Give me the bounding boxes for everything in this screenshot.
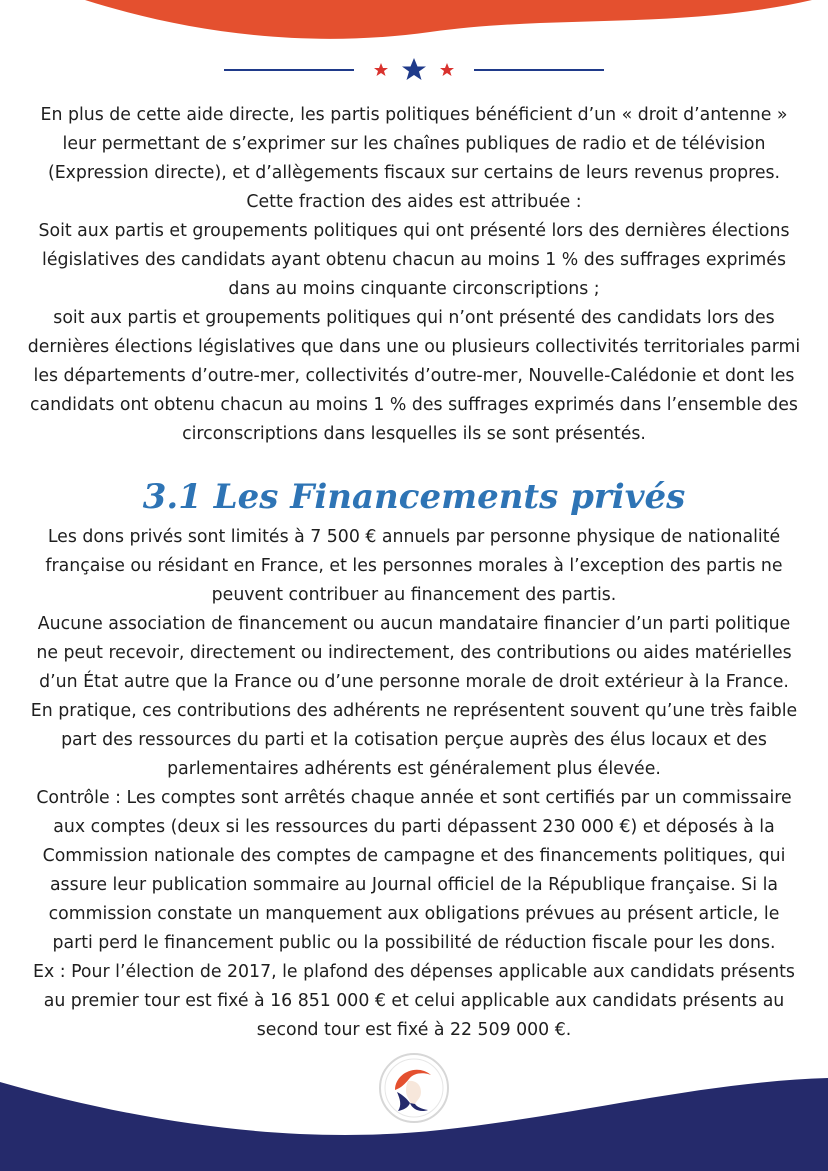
divider-rule-right: [474, 69, 604, 71]
text-line: au premier tour est fixé à 16 851 000 € et celui applicable aux candidats présents au: [43, 991, 785, 1011]
blue-star-icon: [402, 58, 426, 80]
text-line: Ex : Pour l’élection de 2017, le plafond des dépenses applicable aux candidats présents: [33, 962, 795, 982]
text-line: second tour est fixé à 22 509 000 €.: [256, 1020, 572, 1040]
text-line: assure leur publication sommaire au Journal officiel de la République française. Si la: [49, 875, 779, 895]
section-heading: 3.1 Les Financements privés: [142, 477, 686, 517]
text-line: commission constate un manquement aux obligations prévues au présent article, le: [48, 904, 780, 924]
small-red-star-icon: [440, 63, 454, 76]
intro-paragraph: [0, 101, 828, 449]
text-line: d’un État autre que la France ou d’une personne morale de droit extérieur à la France.: [39, 672, 789, 692]
text-line: Contrôle : Les comptes sont arrêtés chaque année et sont certifiés par un commissaire: [36, 788, 792, 808]
text-line: Cette fraction des aides est attribuée :: [246, 192, 582, 212]
text-line: Soit aux partis et groupements politiques qui ont présenté lors des dernières élections: [38, 221, 790, 241]
marianne-emblem-icon: [379, 1053, 449, 1123]
star-divider: [224, 58, 604, 82]
text-line: parlementaires adhérents est généralement plus élevée.: [167, 759, 661, 779]
text-line: leur permettant de s’exprimer sur les chaînes publiques de radio et de télévision: [62, 134, 766, 154]
text-line: législatives des candidats ayant obtenu chacun au moins 1 % des suffrages exprimés: [42, 250, 786, 270]
text-line: circonscriptions dans lesquelles ils se sont présentés.: [182, 424, 646, 444]
stars-ornament: [364, 58, 464, 82]
text-line: candidats ont obtenu chacun au moins 1 % des suffrages exprimés dans l’ensemble des: [30, 395, 798, 415]
text-line: dans au moins cinquante circonscriptions ;: [228, 279, 600, 299]
text-line: En pratique, ces contributions des adhérents ne représentent souvent qu’une très faible: [30, 701, 798, 721]
text-line: aux comptes (deux si les ressources du parti dépassent 230 000 €) et déposés à la: [53, 817, 775, 837]
text-line: En plus de cette aide directe, les partis politiques bénéficient d’un « droit d’antenne »: [40, 105, 788, 125]
text-line: peuvent contribuer au financement des partis.: [211, 585, 617, 605]
text-line: les départements d’outre-mer, collectivités d’outre-mer, Nouvelle-Calédonie et dont les: [33, 366, 795, 386]
text-line: Les dons privés sont limités à 7 500 € annuels par personne physique de nationalité: [47, 527, 781, 547]
small-red-star-icon: [374, 63, 388, 76]
section-paragraph: [0, 523, 828, 1045]
text-line: parti perd le financement public ou la possibilité de réduction fiscale pour les dons.: [52, 933, 776, 953]
text-line: soit aux partis et groupements politiques qui n’ont présenté des candidats lors des: [53, 308, 775, 328]
text-line: part des ressources du parti et la cotisation perçue auprès des élus locaux et des: [61, 730, 767, 750]
text-line: ne peut recevoir, directement ou indirectement, des contributions ou aides matérielles: [36, 643, 792, 663]
text-line: dernières élections législatives que dans une ou plusieurs collectivités territoriales parmi: [27, 337, 801, 357]
text-line: française ou résidant en France, et les personnes morales à l’exception des partis ne: [45, 556, 783, 576]
text-line: Aucune association de financement ou aucun mandataire financier d’un parti politique: [37, 614, 791, 634]
divider-rule-left: [224, 69, 354, 71]
text-line: (Expression directe), et d’allègements fiscaux sur certains de leurs revenus propres.: [47, 163, 781, 183]
top-wave-decoration: [0, 0, 828, 60]
text-line: Commission nationale des comptes de campagne et des financements politiques, qui: [42, 846, 786, 866]
